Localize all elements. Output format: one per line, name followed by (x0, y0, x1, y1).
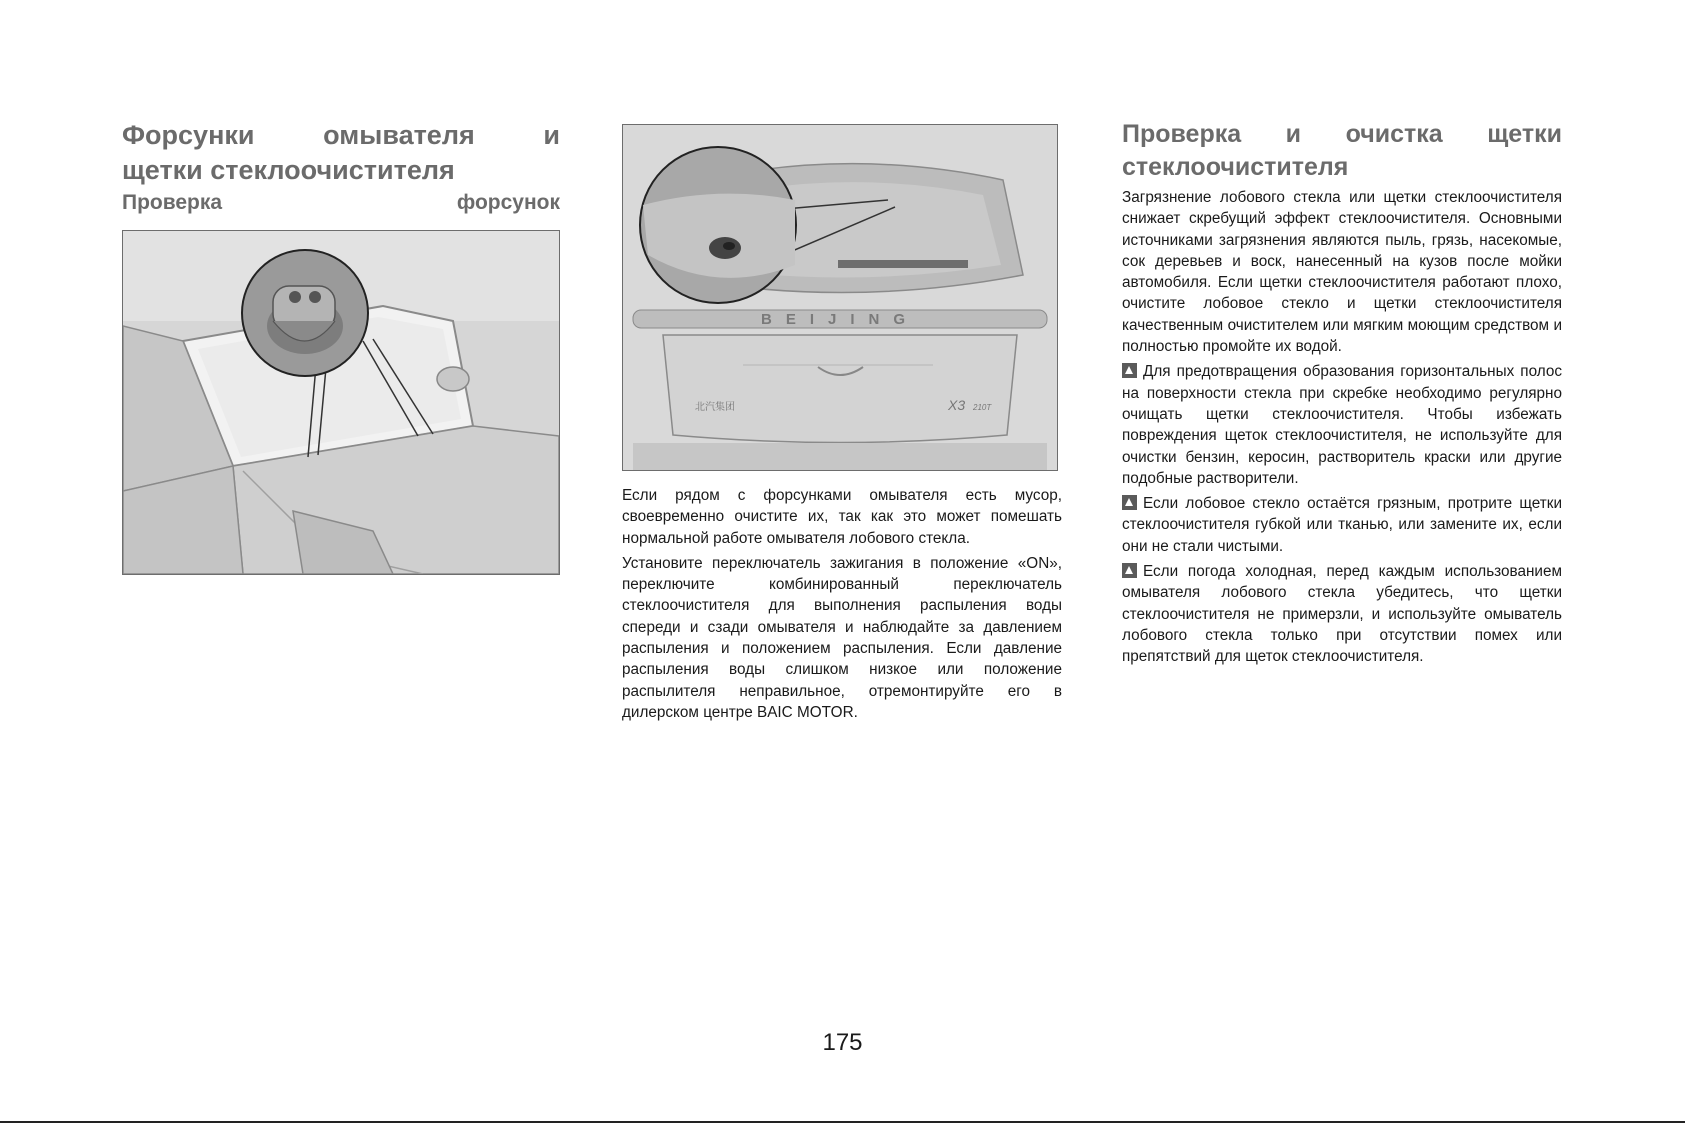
warning-triangle-icon (1122, 563, 1137, 578)
right-title-line-1: Проверка и очистка щетки (1122, 120, 1562, 148)
chinese-badge: 北汽集团 (695, 402, 735, 413)
middle-column (622, 124, 1062, 727)
model-badge: X3 (948, 397, 966, 413)
warning-triangle-icon (1122, 363, 1137, 378)
middle-paragraph-1: Если рядом с форсунками омывателя есть мусор, своевременно очистите их, так как это может помешать нормальной работе омывателя лобового стекла. (622, 487, 1062, 547)
warning-triangle-icon (1122, 495, 1137, 510)
rear-washer-figure (622, 124, 1058, 471)
page-number: 175 (822, 1029, 863, 1056)
rear-car-illustration (623, 125, 1057, 470)
right-note-1-text: Для предотвращения образования горизонтальных полос на поверхности стекла при скребке необходимо регулярно очищать щетки стеклоочистителя. Чтобы избежать повреждения щеток стеклоочистителя, не используйте для очистки бензин, керосин, растворитель краски или другие подобные растворители. (1122, 363, 1562, 487)
right-paragraph: Загрязнение лобового стекла или щетки стеклоочистителя снижает скребущий эффект стеклоочистителя. Основными источниками загрязнения являются пыль, грязь, насекомые, сок деревьев и воск, нанесенный на кузов после мойки автомобиля. Если щетки стеклоочистителя работают плохо, очистите лобовое стекло и щетки стеклоочистителя качественным очистителем или мягким моющим средством и полностью промойте их водой. (1122, 189, 1562, 356)
washer-nozzle-figure (122, 230, 560, 575)
right-column (1122, 118, 1562, 672)
right-note-1 (1122, 361, 1562, 489)
subsection-title: Проверка форсунок (122, 191, 560, 214)
right-note-3 (1122, 561, 1562, 667)
section-title-line-1: Форсунки омывателя и (122, 120, 560, 150)
right-title-line-2: стеклоочистителя (1122, 153, 1349, 181)
section-title-line-2: щетки стеклоочистителя (122, 155, 455, 185)
right-note-3-text: Если погода холодная, перед каждым использованием омывателя лобового стекла убедитесь, что щетки стеклоочистителя не примерзли, и используйте омыватель лобового стекла только при отсутствии помех или препятствий для щеток стеклоочистителя. (1122, 563, 1562, 666)
right-note-2 (1122, 493, 1562, 557)
right-note-2-text: Если лобовое стекло остаётся грязным, протрите щетки стеклоочистителя губкой или тканью, или замените их, если они не стали чистыми. (1122, 495, 1562, 555)
model-sub-badge: 210T (973, 403, 992, 412)
car-hood-illustration (123, 231, 559, 574)
middle-paragraph-2: Установите переключатель зажигания в положение «ON», переключите комбинированный переключатель стеклоочистителя для выполнения распыления воды спереди и сзади омывателя и наблюдайте за давлением распыления и положением распыления. Если давление распыления воды слишком низкое или положение распылителя неправильное, отремонтируйте его в дилерском центре BAIC MOTOR. (622, 554, 1062, 721)
left-column (122, 118, 560, 575)
brand-lettering: BEIJING (760, 311, 920, 328)
